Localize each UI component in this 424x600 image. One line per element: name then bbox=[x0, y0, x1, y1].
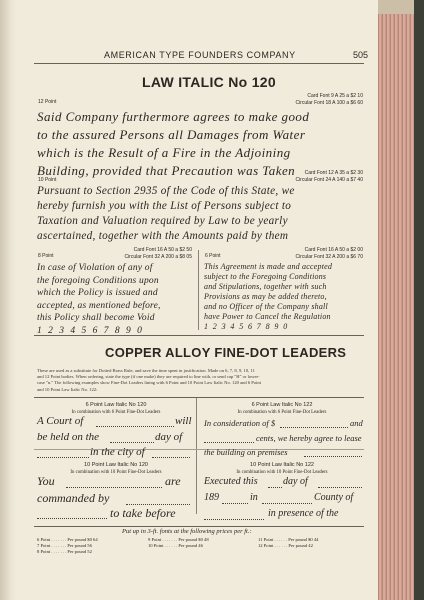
page-number: 505 bbox=[353, 50, 369, 60]
fine-dot-leader bbox=[280, 427, 348, 428]
leaders-title: COPPER ALLOY FINE-DOT LEADERS bbox=[105, 345, 347, 360]
intro-line: case "n." The following examples show Fine-Dot Leaders lining with 6 Point and 10 Point Law Italic No. 120 and 6 Point bbox=[37, 380, 262, 386]
circular-font-10pt: Circular Font 24 A 140 a $7 40 bbox=[295, 177, 363, 183]
examples-divider bbox=[196, 398, 197, 514]
leader-text: In consideration of $ bbox=[204, 418, 276, 428]
intro-line: and 10 Point Law Italic No. 122: bbox=[37, 386, 98, 392]
specimen-line: and no Officer of the Company shall bbox=[204, 302, 328, 311]
card-font-8pt: Card Font 16 A 50 a $2 50 bbox=[133, 247, 192, 253]
circular-font-6pt: Circular Font 32 A 200 a $6 70 bbox=[295, 254, 363, 260]
leader-text: will bbox=[175, 415, 192, 427]
leaders-intro bbox=[37, 368, 367, 393]
leader-text: day of bbox=[155, 431, 183, 443]
example-subcaption: In combination with 10 Point Fine-Dot Leaders bbox=[236, 470, 328, 475]
specimen-line: In case of Violation of any of bbox=[37, 263, 153, 273]
fine-dot-leader bbox=[262, 503, 312, 504]
intro-line: These are used as a substitute for Dotted Brass Rule, and save the time spent in justification. Made on 6, 7, 8, 9, 10, 11 bbox=[37, 368, 255, 373]
leader-text: and bbox=[350, 418, 363, 428]
leader-text: commanded by bbox=[37, 491, 110, 505]
specimen-line: to the assured Persons all Damages from Water bbox=[37, 127, 306, 142]
page-gutter bbox=[0, 0, 16, 600]
specimen-line: which is the Result of a Fire in the Adjoining bbox=[37, 145, 291, 160]
size-label-10pt: 10 Point bbox=[38, 177, 57, 183]
specimen-line: accepted, as mentioned before, bbox=[37, 300, 161, 311]
fine-dot-leader bbox=[37, 457, 89, 458]
specimen-6pt bbox=[204, 262, 332, 332]
size-label-8pt: 8 Point bbox=[38, 253, 54, 259]
leader-text: 189 bbox=[204, 492, 219, 503]
fine-dot-leader bbox=[110, 442, 154, 443]
header-rule bbox=[34, 63, 364, 64]
examples-mid-rule bbox=[34, 449, 364, 450]
price-line: 6 Point . . . . . . . Per pound $0 64 bbox=[37, 537, 98, 542]
fine-dot-leader bbox=[126, 504, 190, 505]
specimen-line: Said Company furthermore agrees to make good bbox=[37, 109, 310, 124]
specimen-line: have Power to Cancel the Regulation bbox=[204, 312, 331, 321]
intro-line: and 12 Point bodies. When ordering, state the type (if one make) they are required to line with, or send cap "H" or lower- bbox=[37, 374, 260, 380]
fine-dot-leader bbox=[268, 487, 282, 488]
leader-text: are bbox=[165, 474, 181, 488]
specimen-line: subject to the Foregoing Conditions bbox=[204, 272, 327, 281]
examples-bottom-rule bbox=[34, 526, 364, 527]
size-label-6pt: 6 Point bbox=[205, 253, 221, 259]
fine-dot-leader bbox=[96, 426, 174, 427]
section-rule bbox=[34, 335, 364, 336]
card-font-10pt: Card Font 12 A 35 a $2 30 bbox=[304, 170, 363, 176]
example-caption: 6 Point Law Italic No 120 bbox=[85, 402, 147, 408]
book-cover bbox=[414, 0, 424, 600]
leader-text: in bbox=[250, 492, 258, 503]
leader-text: Executed this bbox=[204, 476, 258, 487]
price-line: 10 Point . . . . . . Per pound 46 bbox=[148, 543, 203, 548]
specimen-numerals: 1 2 3 4 5 6 7 8 9 0 bbox=[204, 322, 289, 331]
fine-dot-leader bbox=[66, 487, 162, 488]
circular-font-8pt: Circular Font 32 A 200 a $8 05 bbox=[124, 254, 192, 260]
examples-top-rule bbox=[34, 397, 364, 398]
price-line: 9 Point . . . . . . . Per pound $0 48 bbox=[148, 537, 209, 542]
example-subcaption: In combination with 6 Point Fine-Dot Leaders bbox=[71, 410, 161, 415]
specimen-line: Building, provided that Precaution was Taken bbox=[37, 163, 296, 178]
card-font-6pt: Card Font 16 A 50 a $2 00 bbox=[304, 247, 363, 253]
leader-text: be held on the bbox=[37, 431, 100, 443]
leader-text: You bbox=[37, 474, 55, 488]
circular-font-12pt: Circular Font 18 A 100 a $6 60 bbox=[295, 100, 363, 106]
fine-dot-leader bbox=[152, 457, 190, 458]
leader-text: the building on premises bbox=[204, 447, 288, 457]
price-line: 12 Point . . . . . . Per pound 42 bbox=[258, 543, 313, 548]
specimen-line: Provisions as may be added thereto, bbox=[204, 292, 327, 301]
specimen-numerals: 1 2 3 4 5 6 7 8 9 0 bbox=[37, 325, 144, 336]
specimen-10pt bbox=[37, 184, 295, 244]
leader-text: to take before bbox=[110, 506, 176, 520]
running-title: AMERICAN TYPE FOUNDERS COMPANY bbox=[104, 50, 296, 60]
leader-text: County of bbox=[314, 492, 354, 503]
price-line: 11 Point . . . . . . Per pound $0 44 bbox=[258, 537, 319, 542]
specimen-line: the foregoing Conditions upon bbox=[37, 275, 159, 286]
specimen-line: hereby furnish you with the List of Persons subject to bbox=[37, 200, 292, 212]
leader-text: cents, we hereby agree to lease bbox=[256, 433, 362, 443]
specimen-line: Pursuant to Section 2935 of the Code of this State, we bbox=[37, 185, 295, 197]
specimen-line: and Stipulations, together with such bbox=[204, 282, 327, 291]
example-caption: 10 Point Law Italic No 122 bbox=[250, 462, 314, 468]
fine-dot-leader bbox=[304, 456, 362, 457]
leader-text: in the city of bbox=[90, 446, 145, 458]
specimen-line: Taxation and Valuation required by Law to be yearly bbox=[37, 215, 288, 227]
leader-text: day of bbox=[283, 476, 308, 487]
specimen-line: this Policy shall become Void bbox=[37, 313, 155, 323]
fine-dot-leader bbox=[318, 487, 362, 488]
law-italic-title: LAW ITALIC No 120 bbox=[142, 74, 276, 90]
example-subcaption: In combination with 10 Point Fine-Dot Leaders bbox=[70, 470, 162, 475]
specimen-8pt bbox=[37, 262, 161, 337]
fine-dot-leader bbox=[204, 519, 264, 520]
fine-dot-leader bbox=[37, 518, 107, 519]
fine-dot-leader bbox=[204, 442, 254, 443]
column-divider bbox=[198, 250, 199, 330]
price-line: 7 Point . . . . . . . Per pound 56 bbox=[37, 543, 92, 548]
prices-note: Put up in 3-ft. fonts at the following prices per ft.: bbox=[122, 528, 252, 535]
specimen-line: This Agreement is made and accepted bbox=[204, 262, 333, 271]
example-caption: 10 Point Law Italic No 120 bbox=[84, 462, 148, 468]
leader-text: A Court of bbox=[37, 415, 84, 427]
specimen-line: which the Policy is issued and bbox=[37, 288, 158, 298]
specimen-line: ascertained, together with the Amounts paid by them bbox=[37, 230, 289, 242]
size-label-12pt: 12 Point bbox=[38, 99, 57, 105]
example-caption: 6 Point Law Italic No 122 bbox=[251, 402, 313, 408]
price-line: 8 Point . . . . . . . Per pound 52 bbox=[37, 549, 92, 554]
leader-text: in presence of the bbox=[268, 508, 339, 519]
book-page-edges bbox=[370, 0, 424, 600]
example-subcaption: In combination with 6 Point Fine-Dot Leaders bbox=[237, 410, 327, 415]
fine-dot-leader bbox=[222, 503, 248, 504]
card-font-12pt: Card Font 9 A 25 a $2 10 bbox=[307, 93, 363, 99]
